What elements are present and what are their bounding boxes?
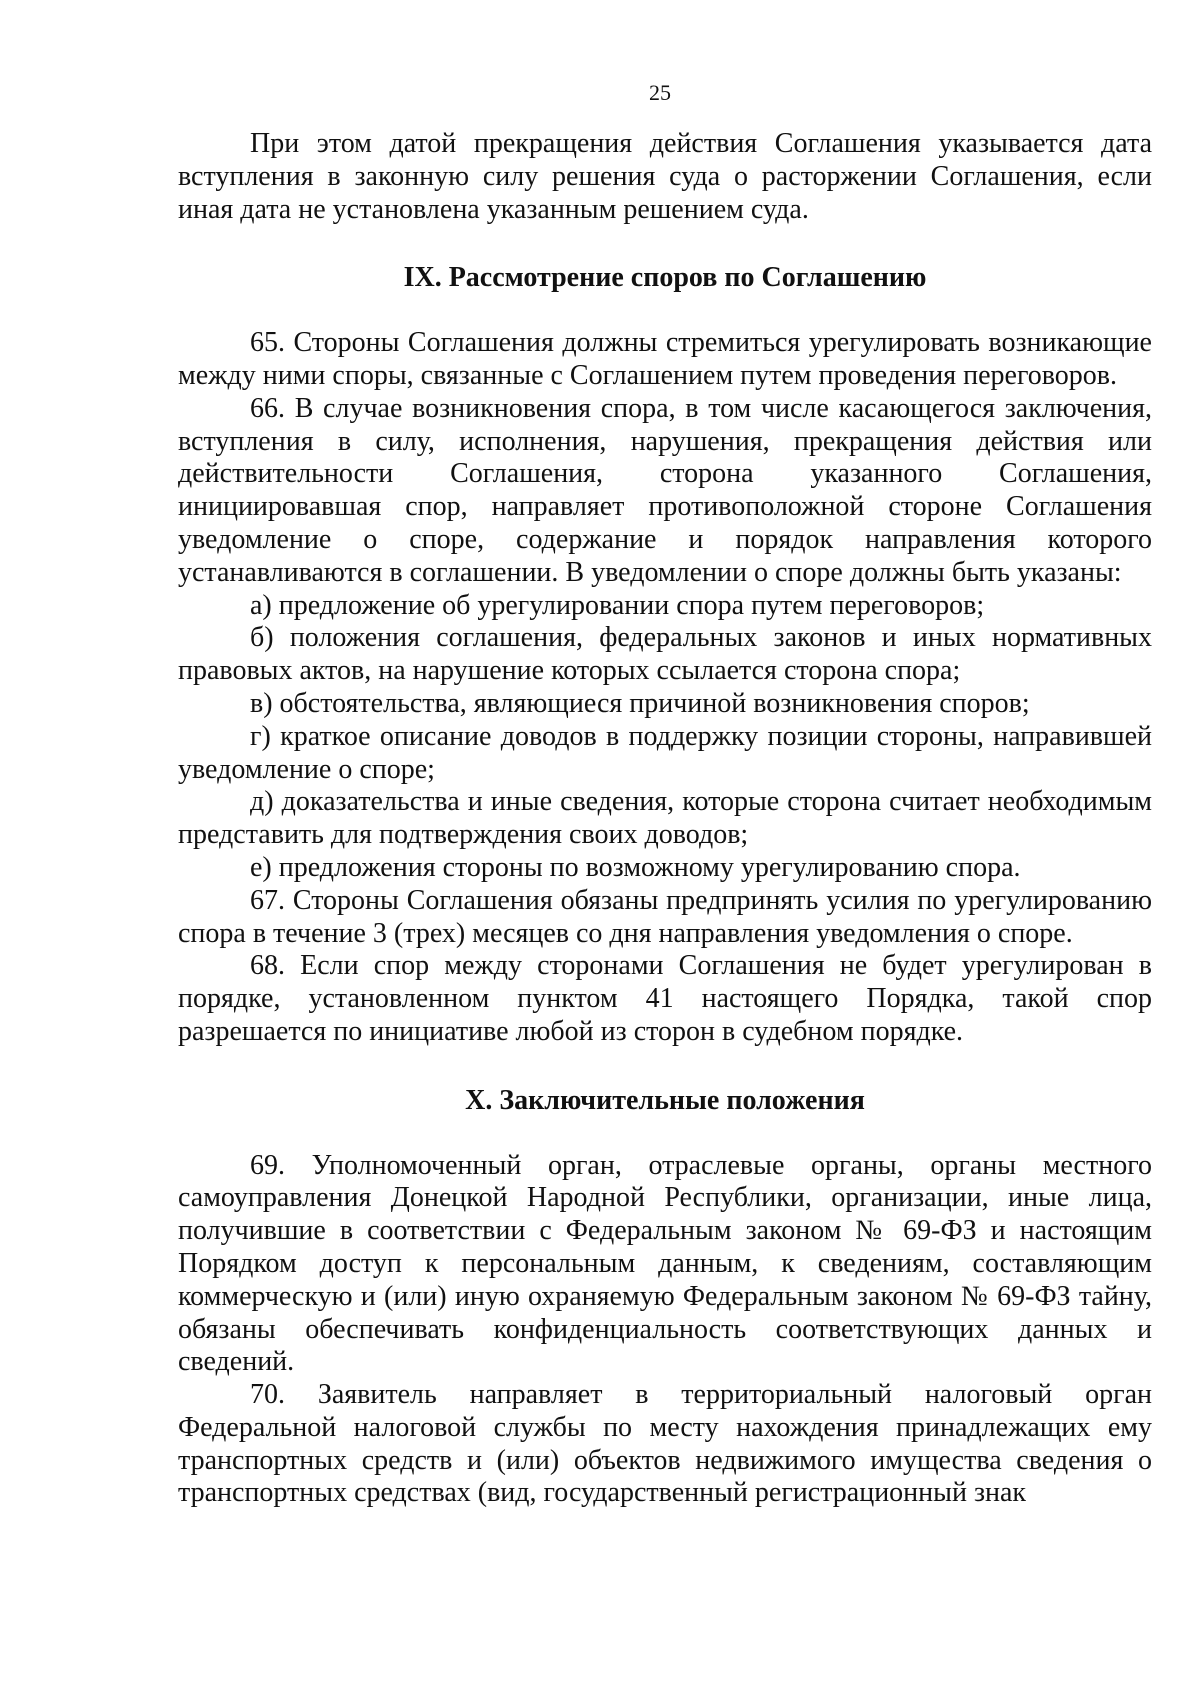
paragraph-termination-date: При этом датой прекращения действия Соглашения указывается дата вступления в законную силу решения суда о расторжении Соглашения, если иная дата не установлена указанным решением суда. bbox=[178, 128, 1152, 225]
list-item-d: д) доказательства и иные сведения, которые сторона считает необходимым представить для подтверждения своих доводов; bbox=[178, 786, 1152, 851]
paragraph-69: 69. Уполномоченный орган, отраслевые органы, органы местного самоуправления Донецкой Народной Республики, организации, иные лица, получившие в соответствии с Федеральным законом № 69-ФЗ и настоящим Порядком доступ к персональным данным, к сведениям, составляющим коммерческую и (или) иную охраняемую Федеральным законом № 69-ФЗ тайну, обязаны обеспечивать конфиденциальность соответствующих данных и сведений. bbox=[178, 1149, 1152, 1378]
list-item-b: б) положения соглашения, федеральных законов и иных нормативных правовых актов, на нарушение которых ссылается сторона спора; bbox=[178, 622, 1152, 687]
section-heading-ix: IX. Рассмотрение споров по Соглашению bbox=[403, 262, 927, 294]
paragraph-66: 66. В случае возникновения спора, в том числе касающегося заключения, вступления в силу, исполнения, нарушения, прекращения действия или действительности Соглашения, сторона указанного Соглашения, инициировавшая спор, направляет противоположной стороне Соглашения уведомление о споре, содержание и порядок направления которого устанавливаются в соглашении. В уведомлении о споре должны быть указаны: bbox=[178, 392, 1152, 588]
list-item-e: е) предложения стороны по возможному урегулированию спора. bbox=[250, 851, 1021, 883]
list-item-v: в) обстоятельства, являющиеся причиной возникновения споров; bbox=[250, 687, 1030, 719]
paragraph-70: 70. Заявитель направляет в территориальный налоговый орган Федеральной налоговой службы по месту нахождения принадлежащих ему транспортных средств и (или) объектов недвижимого имущества сведения о транспортных средствах (вид, государственный регистрационный знак bbox=[178, 1379, 1152, 1509]
section-heading-x: X. Заключительные положения bbox=[465, 1084, 865, 1116]
list-item-g: г) краткое описание доводов в поддержку позиции стороны, направившей уведомление о споре; bbox=[178, 720, 1152, 785]
list-item-a: а) предложение об урегулировании спора путем переговоров; bbox=[250, 589, 985, 621]
document-body bbox=[178, 128, 1152, 1510]
paragraph-67: 67. Стороны Соглашения обязаны предпринять усилия по урегулированию спора в течение 3 (трех) месяцев со дня направления уведомления о споре. bbox=[178, 884, 1152, 949]
paragraph-68: 68. Если спор между сторонами Соглашения не будет урегулирован в порядке, установленном пунктом 41 настоящего Порядка, такой спор разрешается по инициативе любой из сторон в судебном порядке. bbox=[178, 950, 1152, 1047]
page-number: 25 bbox=[649, 80, 671, 105]
paragraph-65: 65. Стороны Соглашения должны стремиться урегулировать возникающие между ними споры, связанные с Соглашением путем проведения переговоров. bbox=[178, 327, 1152, 391]
